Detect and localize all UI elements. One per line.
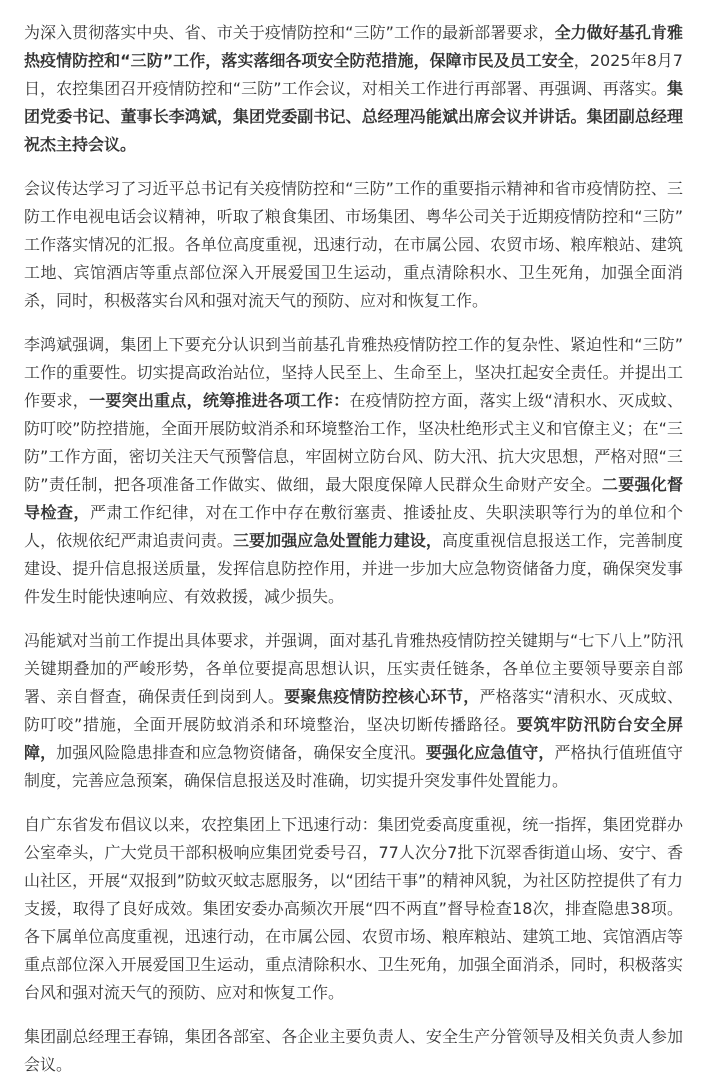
text-run-bold: 要强化应急值守， bbox=[425, 743, 555, 762]
text-run-bold: 三要加强应急处置能力建设， bbox=[232, 531, 442, 550]
text-run-bold: 要聚焦疫情防控核心环节， bbox=[284, 687, 480, 706]
text-run: 会议传达学习了习近平总书记有关疫情防控和“三防”工作的重要指示精神和省市疫情防控、三防工作电视电话会议精神，听取了粮食集团、市场集团、粤华公司关于近期疫情防控和“三防”工作落实情况的汇报。各单位高度重视，迅速行动，在市属公园、农贸市场、粮库粮站、建筑工地、宾馆酒店等重点部位深入开展爱国卫生运动，重点清除积水、卫生死角，加强全面消杀，同时，积极落实台风和强对流天气的预防、应对和恢复工作。 bbox=[24, 179, 683, 310]
text-run: 高度重视信息报送工作，完善制度建设、提升信息报送质量，发挥信息防控作用，并进一步加大应急物资储备力度，确保突发事件发生时能快速响应、有效救援，减少损失。 bbox=[24, 531, 683, 606]
text-run-bold: 全力做好基孔肯雅热疫情防控和“三防”工作，落实落细各项安全防范措施，保障市民及员工安全 bbox=[24, 23, 683, 70]
text-run: 严格执行值班值守制度，完善应急预案，确保信息报送及时准确，切实提升突发事件处置能力。 bbox=[24, 743, 683, 790]
text-run-bold: 要筑牢防汛防台安全屏障， bbox=[24, 715, 683, 762]
text-run: 严格落实“清积水、灭成蚊、防叮咬”措施，全面开展防蚊消杀和环境整治，坚决切断传播路径。 bbox=[24, 687, 683, 734]
text-run: 李鸿斌强调，集团上下要充分认识到当前基孔肯雅热疫情防控工作的复杂性、紧迫性和“三防”工作的重要性。切实提高政治站位，坚持人民至上、生命至上，坚决扛起安全责任。并提出工作要求， bbox=[24, 335, 683, 410]
paragraph-5 bbox=[24, 811, 683, 1007]
paragraph-6 bbox=[24, 1023, 683, 1079]
paragraph-1 bbox=[24, 19, 683, 159]
text-run: 在疫情防控方面，落实上级“清积水、灭成蚊、防叮咬”防控措施，全面开展防蚊消杀和环境整治工作，坚决杜绝形式主义和官僚主义；在“三防”工作方面，密切关注天气预警信息，牢固树立防台风、防大汛、抗大灾思想，严格对照“三防”责任制，把各项准备工作做实、做细，最大限度保障人民群众生命财产安全。 bbox=[24, 391, 683, 494]
text-run: ，2025年8月7日，农控集团召开疫情防控和“三防”工作会议，对相关工作进行再部署、再强调、再落实。 bbox=[24, 51, 683, 98]
text-run: 为深入贯彻落实中央、省、市关于疫情防控和“三防”工作的最新部署要求， bbox=[24, 23, 555, 42]
text-run-bold: 集团党委书记、董事长李鸿斌，集团党委副书记、总经理冯能斌出席会议并讲话。集团副总经理祝杰主持会议。 bbox=[24, 79, 683, 154]
text-run: 严肃工作纪律，对在工作中存在敷衍塞责、推诿扯皮、失职渎职等行为的单位和个人，依规依纪严肃追责问责。 bbox=[24, 503, 683, 550]
paragraph-3 bbox=[24, 331, 683, 611]
text-run-bold: 二要强化督导检查， bbox=[24, 475, 683, 522]
paragraph-4 bbox=[24, 627, 683, 795]
text-run-bold: 一要突出重点，统筹推进各项工作： bbox=[89, 391, 350, 410]
text-run: 冯能斌对当前工作提出具体要求，并强调，面对基孔肯雅热疫情防控关键期与“七下八上”防汛关键期叠加的严峻形势，各单位要提高思想认识，压实责任链条，各单位主要领导要亲自部署、亲自督查，确保责任到岗到人。 bbox=[24, 631, 683, 706]
paragraph-2 bbox=[24, 175, 683, 315]
text-run: 自广东省发布倡议以来，农控集团上下迅速行动：集团党委高度重视，统一指挥，集团党群办公室牵头，广大党员干部积极响应集团党委号召，77人次分7批下沉翠香街道山场、安宁、香山社区，开展“双报到”防蚊灭蚊志愿服务，以“团结干事”的精神风貌，为社区防控提供了有力支援，取得了良好成效。集团安委办高频次开展“四不两直”督导检查18次，排查隐患38项。各下属单位高度重视，迅速行动，在市属公园、农贸市场、粮库粮站、建筑工地、宾馆酒店等重点部位深入开展爱国卫生运动，重点清除积水、卫生死角，加强全面消杀，同时，积极落实台风和强对流天气的预防、应对和恢复工作。 bbox=[24, 815, 683, 1002]
text-run: 集团副总经理王春锦，集团各部室、各企业主要负责人、安全生产分管领导及相关负责人参加会议。 bbox=[24, 1027, 683, 1074]
text-run: 加强风险隐患排查和应急物资储备，确保安全度汛。 bbox=[56, 743, 426, 762]
